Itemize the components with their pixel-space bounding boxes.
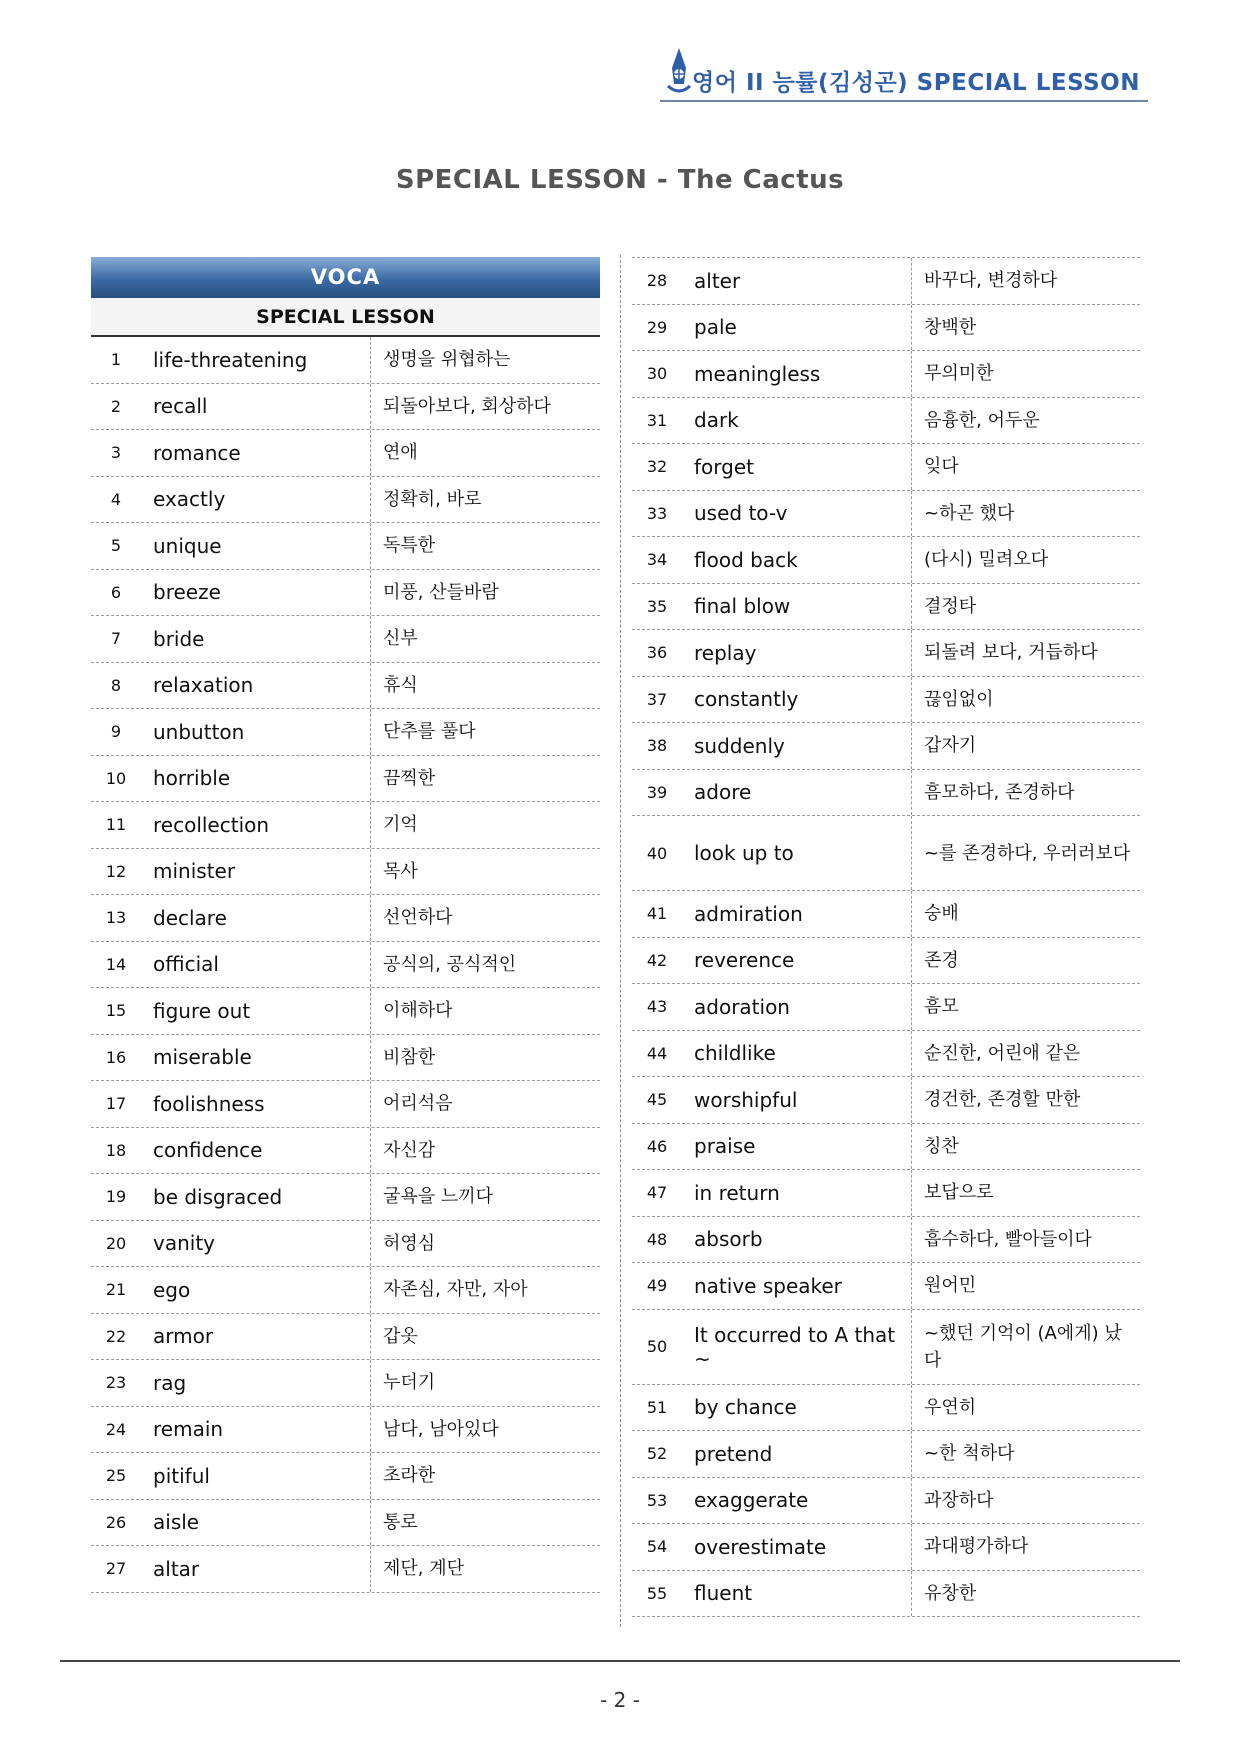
vocab-word: overestimate xyxy=(682,1524,912,1570)
vocab-number: 42 xyxy=(646,950,668,970)
vocab-meaning: ~했던 기억이 (A에게) 났다 xyxy=(924,1322,1122,1371)
vocab-word: alter xyxy=(682,258,912,304)
vocab-row xyxy=(91,1407,600,1454)
vocab-row xyxy=(91,1360,600,1407)
vocab-number: 26 xyxy=(105,1512,127,1532)
vocab-meaning: 독특한 xyxy=(383,535,436,557)
vocab-meaning: 흡수하다, 빨아들이다 xyxy=(924,1228,1092,1250)
vocab-word: flood back xyxy=(682,537,912,583)
vocab-row xyxy=(632,491,1140,538)
vocab-row xyxy=(91,895,600,942)
vocab-number: 6 xyxy=(110,582,122,602)
voca-subtitle: SPECIAL LESSON xyxy=(91,298,600,337)
vocab-word: vanity xyxy=(141,1221,371,1267)
vocab-row xyxy=(632,984,1140,1031)
vocab-number: 32 xyxy=(646,457,668,477)
vocab-row xyxy=(632,305,1140,352)
vocab-row xyxy=(91,1500,600,1547)
vocab-meaning: 음흉한, 어두운 xyxy=(924,409,1040,431)
vocab-word: horrible xyxy=(141,756,371,802)
vocab-word: in return xyxy=(682,1170,912,1216)
vocab-word: relaxation xyxy=(141,663,371,709)
vocab-row xyxy=(632,398,1140,445)
vocab-row xyxy=(632,351,1140,398)
vocab-number: 25 xyxy=(105,1466,127,1486)
vocab-word: worshipful xyxy=(682,1077,912,1123)
vocab-meaning: 숭배 xyxy=(924,903,959,925)
vocab-word: forget xyxy=(682,444,912,490)
vocab-word: used to-v xyxy=(682,491,912,537)
vocab-row xyxy=(632,816,1140,891)
vocab-number: 19 xyxy=(105,1187,127,1207)
vocab-word: by chance xyxy=(682,1385,912,1431)
vocab-word: unbutton xyxy=(141,709,371,755)
vocab-number: 27 xyxy=(105,1559,127,1579)
vocab-word: figure out xyxy=(141,988,371,1034)
vocab-number: 21 xyxy=(105,1280,127,1300)
vocab-word: declare xyxy=(141,895,371,941)
vocab-number: 41 xyxy=(646,904,668,924)
vocab-row xyxy=(91,337,600,384)
vocab-word: native speaker xyxy=(682,1263,912,1309)
vocab-number: 2 xyxy=(110,396,122,416)
vocab-word: recall xyxy=(141,384,371,430)
vocab-meaning: 이해하다 xyxy=(383,1000,453,1022)
vocab-word: unique xyxy=(141,523,371,569)
vocab-number: 9 xyxy=(110,722,122,742)
vocab-row xyxy=(632,1478,1140,1525)
vocab-word: constantly xyxy=(682,677,912,723)
vocab-number: 33 xyxy=(646,503,668,523)
vocab-word: rag xyxy=(141,1360,371,1406)
vocab-row xyxy=(632,1031,1140,1078)
vocab-meaning: 단추를 풀다 xyxy=(383,721,476,743)
vocab-number: 48 xyxy=(646,1229,668,1249)
vocab-meaning: 존경 xyxy=(924,949,959,971)
vocab-number: 36 xyxy=(646,643,668,663)
vocab-row xyxy=(632,1571,1140,1618)
vocab-row xyxy=(91,384,600,431)
vocab-word: meaningless xyxy=(682,351,912,397)
vocab-number: 38 xyxy=(646,736,668,756)
vocab-row xyxy=(91,430,600,477)
vocab-number: 44 xyxy=(646,1043,668,1063)
vocab-number: 40 xyxy=(646,843,668,863)
vocab-row xyxy=(91,523,600,570)
vocab-meaning: 연애 xyxy=(383,442,418,464)
vocab-number: 46 xyxy=(646,1136,668,1156)
vocab-row xyxy=(632,258,1140,305)
vocab-row xyxy=(632,444,1140,491)
vocab-number: 47 xyxy=(646,1183,668,1203)
vocab-number: 22 xyxy=(105,1326,127,1346)
vocab-row xyxy=(632,1077,1140,1124)
vocab-row xyxy=(91,1453,600,1500)
vocab-meaning: 정확히, 바로 xyxy=(383,488,482,510)
vocab-word: look up to xyxy=(682,816,912,890)
vocab-meaning: (다시) 밀려오다 xyxy=(924,549,1049,571)
vocab-row xyxy=(91,709,600,756)
vocab-meaning: ~하곤 했다 xyxy=(924,502,1015,524)
vocab-meaning: 굴욕을 느끼다 xyxy=(383,1186,494,1208)
vocab-meaning: 되돌아보다, 회상하다 xyxy=(383,395,551,417)
vocab-number: 20 xyxy=(105,1233,127,1253)
vocab-row xyxy=(91,1546,600,1593)
vocab-number: 31 xyxy=(646,410,668,430)
vocab-meaning: 흠모 xyxy=(924,996,959,1018)
vocab-word: romance xyxy=(141,430,371,476)
vocab-number: 5 xyxy=(110,536,122,556)
vocab-row xyxy=(91,1221,600,1268)
vocab-row xyxy=(632,1385,1140,1432)
vocab-meaning: 보답으로 xyxy=(924,1182,994,1204)
vocab-number: 50 xyxy=(646,1337,668,1356)
vocab-meaning: 창백한 xyxy=(924,316,977,338)
vocab-word: pretend xyxy=(682,1431,912,1477)
vocab-row xyxy=(632,1524,1140,1571)
vocab-number: 17 xyxy=(105,1094,127,1114)
vocab-meaning: ~를 존경하다, 우러러보다 xyxy=(924,842,1131,864)
vocab-meaning: 되돌려 보다, 거듭하다 xyxy=(924,642,1098,664)
vocab-number: 28 xyxy=(646,271,668,291)
vocab-word: confidence xyxy=(141,1128,371,1174)
vocab-meaning: 허영심 xyxy=(383,1232,436,1254)
vocab-meaning: 공식의, 공식적인 xyxy=(383,953,517,975)
vocab-row xyxy=(91,1174,600,1221)
vocab-row xyxy=(91,1267,600,1314)
vocab-word: pale xyxy=(682,305,912,351)
vocab-word: pitiful xyxy=(141,1453,371,1499)
fountain-pen-logo-icon xyxy=(664,46,694,96)
vocab-word: dark xyxy=(682,398,912,444)
vocab-meaning: ~한 척하다 xyxy=(924,1443,1015,1465)
vocab-number: 12 xyxy=(105,861,127,881)
vocab-meaning: 결정타 xyxy=(924,595,977,617)
vocab-meaning: 갑옷 xyxy=(383,1325,418,1347)
vocab-meaning: 생명을 위협하는 xyxy=(383,349,511,371)
vocab-word: official xyxy=(141,942,371,988)
vocab-row xyxy=(632,1310,1140,1385)
vocab-word: praise xyxy=(682,1124,912,1170)
vocab-row xyxy=(91,802,600,849)
vocab-meaning: 유창한 xyxy=(924,1582,977,1604)
vocab-number: 29 xyxy=(646,317,668,337)
vocab-meaning: 잊다 xyxy=(924,456,959,478)
vocab-meaning: 자존심, 자만, 자아 xyxy=(383,1279,528,1301)
vocab-row xyxy=(632,537,1140,584)
column-divider xyxy=(620,255,621,1627)
vocab-row xyxy=(91,942,600,989)
vocab-row xyxy=(632,677,1140,724)
vocab-number: 30 xyxy=(646,364,668,384)
vocab-number: 34 xyxy=(646,550,668,570)
vocab-number: 18 xyxy=(105,1140,127,1160)
page-number: - 2 - xyxy=(600,1688,640,1712)
vocab-word: replay xyxy=(682,630,912,676)
vocab-row xyxy=(91,756,600,803)
vocab-meaning: 무의미한 xyxy=(924,363,994,385)
vocab-number: 37 xyxy=(646,689,668,709)
vocab-row xyxy=(632,938,1140,985)
vocab-number: 54 xyxy=(646,1537,668,1557)
vocab-word: aisle xyxy=(141,1500,371,1546)
vocab-row xyxy=(632,1431,1140,1478)
vocab-meaning: 끔찍한 xyxy=(383,767,436,789)
vocab-number: 49 xyxy=(646,1276,668,1296)
vocab-meaning: 미풍, 산들바람 xyxy=(383,581,499,603)
vocab-list-left xyxy=(91,337,600,1593)
vocab-number: 7 xyxy=(110,629,122,649)
vocab-meaning: 초라한 xyxy=(383,1465,436,1487)
vocab-meaning: 자신감 xyxy=(383,1139,436,1161)
vocab-number: 13 xyxy=(105,908,127,928)
header-title: 영어 II 능률(김성곤) SPECIAL LESSON xyxy=(692,70,1140,96)
vocab-number: 1 xyxy=(110,350,122,370)
vocab-word: fluent xyxy=(682,1571,912,1617)
vocab-number: 51 xyxy=(646,1397,668,1417)
vocab-number: 39 xyxy=(646,782,668,802)
vocab-row xyxy=(632,584,1140,631)
vocab-number: 11 xyxy=(105,815,127,835)
vocab-word: minister xyxy=(141,849,371,895)
vocab-row xyxy=(91,616,600,663)
voca-banner: VOCA xyxy=(91,257,600,298)
vocab-word: childlike xyxy=(682,1031,912,1077)
vocab-number: 55 xyxy=(646,1583,668,1603)
vocab-word: ego xyxy=(141,1267,371,1313)
document-title: SPECIAL LESSON - The Cactus xyxy=(395,165,845,195)
page-header xyxy=(660,42,1148,102)
vocab-meaning: 칭찬 xyxy=(924,1135,959,1157)
vocab-meaning: 비참한 xyxy=(383,1046,436,1068)
vocab-row xyxy=(632,1170,1140,1217)
vocab-word: be disgraced xyxy=(141,1174,371,1220)
vocab-word: foolishness xyxy=(141,1081,371,1127)
vocab-number: 52 xyxy=(646,1444,668,1464)
vocab-row xyxy=(632,891,1140,938)
vocab-word: absorb xyxy=(682,1217,912,1263)
vocab-meaning: 흠모하다, 존경하다 xyxy=(924,781,1075,803)
vocab-meaning: 누더기 xyxy=(383,1372,436,1394)
vocab-number: 4 xyxy=(110,489,122,509)
vocab-meaning: 우연히 xyxy=(924,1396,977,1418)
vocab-meaning: 기억 xyxy=(383,814,418,836)
vocab-word: recollection xyxy=(141,802,371,848)
vocab-number: 15 xyxy=(105,1001,127,1021)
vocab-meaning: 바꾸다, 변경하다 xyxy=(924,270,1058,292)
vocab-number: 24 xyxy=(105,1419,127,1439)
vocab-row xyxy=(632,1263,1140,1310)
vocab-meaning: 목사 xyxy=(383,860,418,882)
vocab-number: 16 xyxy=(105,1047,127,1067)
vocab-meaning: 원어민 xyxy=(924,1275,977,1297)
vocab-meaning: 끊임없이 xyxy=(924,688,994,710)
vocab-row xyxy=(632,1124,1140,1171)
vocab-row xyxy=(91,570,600,617)
vocab-row xyxy=(91,663,600,710)
vocab-word: adoration xyxy=(682,984,912,1030)
vocab-meaning: 남다, 남아있다 xyxy=(383,1418,499,1440)
vocab-row xyxy=(91,849,600,896)
vocab-word: breeze xyxy=(141,570,371,616)
vocab-meaning: 어리석음 xyxy=(383,1093,453,1115)
vocab-word: remain xyxy=(141,1407,371,1453)
vocab-word: admiration xyxy=(682,891,912,937)
vocab-row xyxy=(91,1314,600,1361)
vocab-word: bride xyxy=(141,616,371,662)
vocab-meaning: 과장하다 xyxy=(924,1489,994,1511)
vocab-meaning: 신부 xyxy=(383,628,418,650)
vocab-number: 35 xyxy=(646,596,668,616)
vocab-meaning: 휴식 xyxy=(383,674,418,696)
vocab-row xyxy=(91,1128,600,1175)
vocab-number: 3 xyxy=(110,443,122,463)
vocab-word: altar xyxy=(141,1546,371,1592)
vocab-meaning: 제단, 계단 xyxy=(383,1558,464,1580)
vocab-word: It occurred to A that ~ xyxy=(682,1310,912,1384)
vocab-meaning: 갑자기 xyxy=(924,735,977,757)
vocab-word: adore xyxy=(682,770,912,816)
vocab-number: 43 xyxy=(646,997,668,1017)
vocab-word: life-threatening xyxy=(141,337,371,383)
vocab-word: final blow xyxy=(682,584,912,630)
vocab-row xyxy=(632,1217,1140,1264)
vocab-number: 45 xyxy=(646,1090,668,1110)
vocab-list-right xyxy=(632,257,1140,1617)
vocab-row xyxy=(632,723,1140,770)
vocab-meaning: 경건한, 존경할 만한 xyxy=(924,1089,1081,1111)
vocab-row xyxy=(632,770,1140,817)
vocab-word: suddenly xyxy=(682,723,912,769)
vocab-word: miserable xyxy=(141,1035,371,1081)
vocab-row xyxy=(91,477,600,524)
vocab-row xyxy=(91,1081,600,1128)
vocab-number: 10 xyxy=(105,768,127,788)
vocab-number: 53 xyxy=(646,1490,668,1510)
vocab-number: 8 xyxy=(110,675,122,695)
vocab-row xyxy=(91,988,600,1035)
footer-divider xyxy=(60,1660,1180,1662)
vocab-word: exaggerate xyxy=(682,1478,912,1524)
vocab-number: 14 xyxy=(105,954,127,974)
vocab-word: armor xyxy=(141,1314,371,1360)
vocab-meaning: 과대평가하다 xyxy=(924,1536,1029,1558)
vocab-word: reverence xyxy=(682,938,912,984)
vocab-number: 23 xyxy=(105,1373,127,1393)
vocab-row xyxy=(632,630,1140,677)
vocab-meaning: 선언하다 xyxy=(383,907,453,929)
vocab-row xyxy=(91,1035,600,1082)
vocab-word: exactly xyxy=(141,477,371,523)
vocab-meaning: 순진한, 어린애 같은 xyxy=(924,1042,1081,1064)
vocab-meaning: 통로 xyxy=(383,1511,418,1533)
